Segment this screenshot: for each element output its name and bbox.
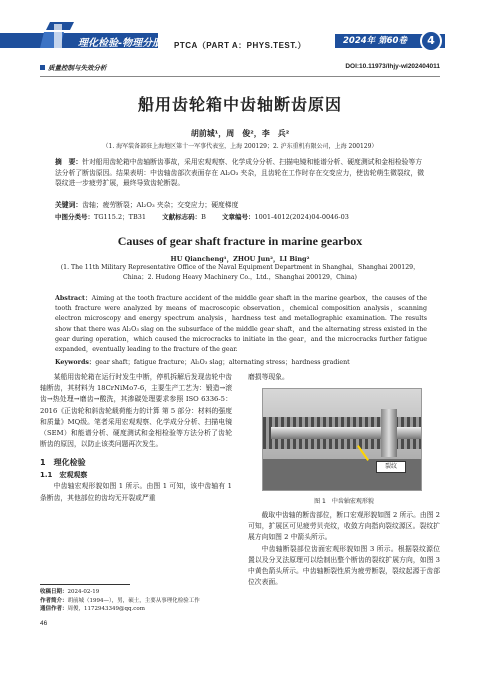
corresponding-author <box>40 605 240 614</box>
figure-1-gear-shaft-photo <box>262 388 422 491</box>
keywords-en-label: Keywords： <box>55 359 96 366</box>
doc-code-value: B <box>201 213 206 221</box>
crack-direction-paragraph: 中齿轴断裂部位齿面宏观形貌如图 3 所示。根据裂纹源位置以及分叉法原理可以绘制出整个断齿的裂纹扩展方向，如图 3 中黄色箭头所示。中齿轴断裂性质为疲劳断裂，裂纹起源于齿部位次表面。 <box>248 544 440 587</box>
crack-label: 裂纹 <box>376 461 406 473</box>
clc-label: 中图分类号： <box>55 213 94 221</box>
body-right-column <box>248 510 440 588</box>
journal-header <box>0 0 480 62</box>
footnote-divider <box>40 584 130 585</box>
meta-divider <box>40 76 440 77</box>
keywords-en-text: gear shaft；fatigue fracture；Al₂O₃ slag；alternating stress；hardness gradient <box>95 359 350 366</box>
authors-cn: 胡前城¹，周 俊²，李 兵² <box>190 129 290 138</box>
contact-label: 通信作者： <box>40 606 68 612</box>
page-number: 46 <box>40 620 48 627</box>
article-no-value: 1001-4012(2024)04-0046-03 <box>254 213 349 221</box>
macro-observation-paragraph: 中齿轴宏观形貌如图 1 所示。由图 1 可知，该中齿轴有 1 条断齿，其他部位的齿均无开裂或严重 <box>40 482 232 502</box>
article-no-label: 文章编号： <box>221 213 255 221</box>
received-value: 2024-02-19 <box>67 589 100 595</box>
received-date <box>40 588 240 597</box>
keywords-cn-text: 齿轴；疲劳断裂；Al₂O₃ 夹杂；交变应力；硬度梯度 <box>82 201 239 209</box>
author-bio-label: 作者简介： <box>40 597 68 604</box>
shaft <box>271 427 422 439</box>
intro-paragraph: 某船用齿轮箱在运行时发生中断，停机拆解后发现齿轮中齿轴断齿，其材料为 18CrNiMo7-6，主要生产工艺为：锻造→滚齿→热处理→磨齿→酸洗，其渗碳处理要求参照 ISO 6336-5：2016《正齿轮和斜齿轮载荷能力的计算 第 5 部分：材料的强度和质量》MQ级。笔者采用宏观观察、化学成分分析、扫描电镜（SEM）和能谱分析、硬度测试和金相检验等方法分析了齿轮断齿的原因，以防止该类问题再次发生。 <box>40 373 232 449</box>
abstract-en <box>55 294 427 355</box>
affiliations-en: (1. The 11th Military Representative Office of the Naval Equipment Department in Shanghai，Shanghai 200129，China；2. Hudong Heavy Machinery Co.，Ltd.，Shanghai 200129，China) <box>60 264 420 281</box>
flange <box>381 409 397 457</box>
abstract-en-label: Abstract： <box>55 295 92 302</box>
classification-row <box>55 212 427 221</box>
abstract-cn-text: 针对船用齿轮箱中齿轴断齿事故，采用宏观观察、化学成分分析、扫描电镜和能谱分析、硬度测试和金相检验等方法分析了断齿原因。结果表明：中齿轴齿部次表面存在 Al₂O₃ 夹杂，且齿轮在工作时存在交变应力，使齿轮萌生微裂纹，微裂纹进一步疲劳扩展，最终导致齿轮断裂。 <box>55 158 425 187</box>
journal-name-en: PTCA（PART A：PHYS.TEST.） <box>174 41 306 50</box>
doc-code-label: 文献标志码： <box>162 213 202 221</box>
keywords-en <box>55 357 427 366</box>
received-label: 收稿日期： <box>40 589 68 595</box>
abstract-cn <box>55 157 427 189</box>
author-bio <box>40 597 240 606</box>
journal-name-cn: 理化检验-物理分册 <box>78 38 163 49</box>
year-volume: 2024年 第60卷 <box>335 34 445 48</box>
fracture-paragraph: 截取中齿轴的断齿部位，断口宏观形貌如图 2 所示。由图 2 可知，扩展区可见疲劳贝壳纹，收敛方向指向裂纹源区。裂纹扩展方向如图 2 中箭头所示。 <box>248 511 440 542</box>
section-heading-1: 1 理化检验 <box>40 458 86 468</box>
body-left-column <box>40 372 232 504</box>
title-en: Causes of gear shaft fracture in marine gearbox <box>117 234 363 248</box>
authors-en: HU Qiancheng¹，ZHOU Jun²，LI Bing² <box>170 255 310 263</box>
title-cn: 船用齿轮箱中齿轴断齿原因 <box>137 95 342 114</box>
abstract-en-text: Aiming at the tooth fracture accident of the middle gear shaft in the marine gearbox，the causes of the tooth fracture were analyzed by means of macroscopic observation，chemical composition analysis，scanning electron microscopy and energy spectrum analysis，hardness test and metallographic examination. The results show that there was Al₂O₃ slag on the subsurface of the middle gear shaft，and the alternating stress existed in the gear during operation，which caused the microcracks to initiate in the gear，and the microcracks further fatigue expanded，eventually leading to the fracture of the gear. <box>55 295 427 354</box>
keywords-cn-label: 关键词： <box>55 201 83 209</box>
body-right-continuation: 磨损等现象。 <box>248 373 289 381</box>
abstract-cn-label: 摘 要： <box>55 158 83 166</box>
doi: DOI:10.11973/lhjy-wl202404011 <box>345 63 440 70</box>
issue-number-badge: 4 <box>420 30 442 52</box>
clc-value: TG115.2；TB31 <box>94 213 147 221</box>
article-meta-row <box>40 63 440 75</box>
contact-value: 周俊，1172943349@qq.com <box>67 606 145 612</box>
keywords-cn <box>55 200 427 210</box>
figure-1-caption: 图 1 中齿轴宏观形貌 <box>314 498 374 505</box>
column-name: 质量控制与失效分析 <box>40 63 107 72</box>
footnotes <box>40 588 240 614</box>
subsection-heading-1-1: 1.1 宏观观察 <box>40 471 88 480</box>
author-bio-value: 胡前城（1994—），男，硕士，主要从事理化检验工作 <box>67 597 200 604</box>
affiliations-cn: （1. 海军装备部驻上海地区第十一军事代表室，上海 200129；2. 沪东重机有限公司，上海 200129） <box>102 143 378 150</box>
